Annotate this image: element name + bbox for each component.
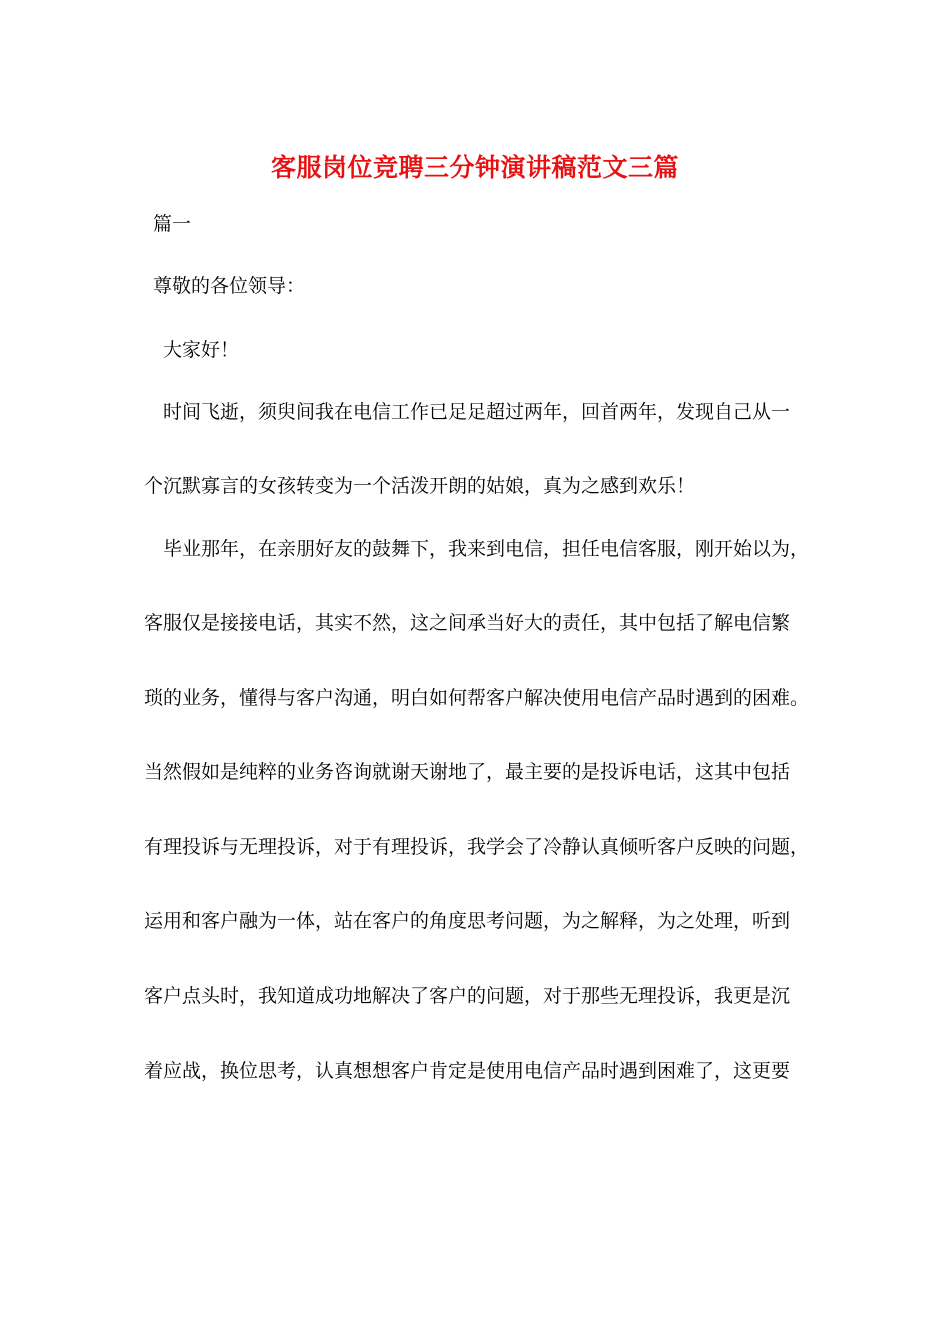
document-title: 客服岗位竞聘三分钟演讲稿范文三篇: [270, 153, 679, 182]
paragraph-line: 时间飞逝，须臾间我在电信工作已足足超过两年，回首两年，发现自己从一: [163, 401, 791, 423]
paragraph-line: 个沉默寡言的女孩转变为一个活泼开朗的姑娘，真为之感到欢乐！: [144, 475, 696, 497]
paragraph-line: 琐的业务，懂得与客户沟通，明白如何帮客户解决使用电信产品时遇到的困难。: [144, 687, 810, 709]
paragraph-line: 着应战，换位思考，认真想想客户肯定是使用电信产品时遇到困难了，这更要: [144, 1060, 791, 1082]
salutation: 尊敬的各位领导：: [153, 275, 306, 297]
paragraph-line: 客户点头时，我知道成功地解决了客户的问题，对于那些无理投诉，我更是沉: [144, 985, 791, 1007]
paragraph-line: 毕业那年，在亲朋好友的鼓舞下，我来到电信，担任电信客服，刚开始以为，: [163, 538, 810, 560]
paragraph-line: 有理投诉与无理投诉，对于有理投诉，我学会了冷静认真倾听客户反映的问题，: [144, 836, 810, 858]
paragraph-line: 客服仅是接接电话，其实不然，这之间承当好大的责任，其中包括了解电信繁: [144, 612, 791, 634]
paragraph-line: 运用和客户融为一体，站在客户的角度思考问题，为之解释，为之处理，听到: [144, 910, 791, 932]
paragraph-line: 当然假如是纯粹的业务咨询就谢天谢地了，最主要的是投诉电话，这其中包括: [144, 761, 791, 783]
greeting: 大家好！: [163, 339, 240, 361]
section-label: 篇一: [153, 213, 192, 235]
